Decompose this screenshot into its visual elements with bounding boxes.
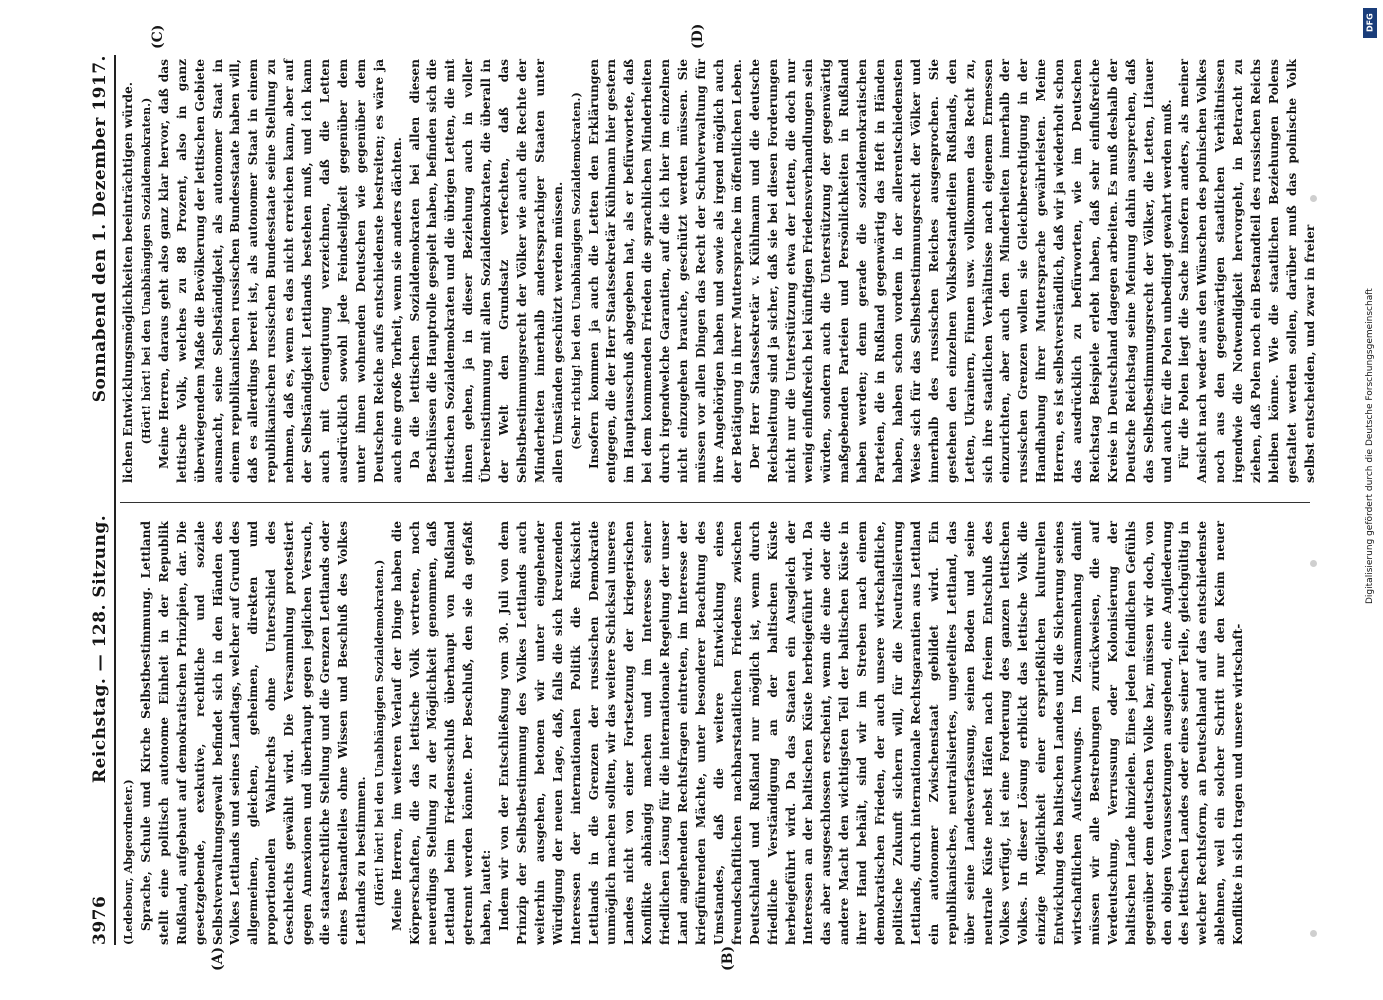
paragraph: Indem wir von der Entschließung vom 30. Juli von dem Prinzip der Selbstbestimmung des Volkes Lettlands auch weiterhin ausgehen, betonen wir unter eingehender Würdigung der neuen Lage, daß, falls die sich kreuzenden Interessen der internationalen Politik die Rücksicht Lettlands in die Grenzen der russischen Demokratie unmöglich machen sollten, wir das weitere Schicksal unseres Landes nicht von einer Fortsetzung der kriegerischen Konflikte abhängig machen und im Interesse seiner friedlichen Lösung für die internationale Regelung der unser Land angehenden Rechtsfragen eintreten, im Interesse der kriegführenden Mächte, unter besonderer Beachtung des Umstandes, daß die weitere Entwicklung eines freundschaftlichen nachbarstaatlichen Friedens zwischen Deutschland und Rußland nur möglich ist, wenn durch friedliche Verständigung an der baltischen Küste herbeigeführt wird. Da das Staaten ein Ausgleich der Interessen an der baltischen Küste herbeigeführt wird. Da das aber ausgeschlossen erscheint, wenn die eine oder die andere Macht den wichtigsten Teil der baltischen Küste in ihrer Hand behält, sind wir im Streben nach einem demokratischen Frieden, der auch unsere wirtschaftliche, politische Zukunft sichern will, für die Neutralisierung Lettlands, durch internationale Rechtsgarantien aus Lettland ein autonomer Zwischenstaat gebildet wird. Ein republikanisches, neutralisiertes, ungeteiltes Lettland, das über seine Landesverfassung, seinen Boden und seine neutrale Küste nebst Häfen nach freiem Entschluß des Volkes verfügt, ist eine Forderung des ganzen lettischen Volkes. In dieser Lösung erblickt das lettische Volk die einzige Möglichkeit einer ersprießlichen kulturellen Entwicklung des baltischen Landes und die Sicherung seines wirtschaftlichen Aufschwungs. Im Zusammenhang damit müssen wir alle Bestrebungen zurückweisen, die auf Verdeutschung, Verrussung oder Kolonisierung der baltischen Lande hinzielen. Eines jeden feindlichen Gefühls gegenüber dem deutschen Volke bar, müssen wir doch, von den obigen Voraussetzungen ausgehend, eine Angliederung des lettischen Landes oder eines seiner Teile, gleichgültig in welcher Rechtsform, an Deutschland auf das entschiedenste ablehnen, weil ein solcher Schritt nur den Keim neuer Konflikte in sich tragen und unsere wirtschaft- [497,521,1246,945]
left-column [120,521,1310,945]
scan-credit [1363,8,1377,992]
session-date: Sonnabend den 1. Dezember 1917. [90,55,110,403]
scan-hole [1310,195,1317,202]
scan-hole [1310,930,1317,937]
speaker-label: (Ledebour, Abgeordneter.) [121,779,135,945]
paragraph: Insofern kommen ja auch die Letten den Erklärungen entgegen, die der Herr Staatssekretär Kühlmann hier gestern im Hauptausschuß abgegeben hat, als er befürwortete, daß bei dem kommenden Frieden die sprachlichen Minderheiten durch irgendwelche Garantien, auf die ich hier im einzelnen nicht einzugehen brauche, geschützt werden müssen. Sie müssen vor allen Dingen das Recht der Schulverwaltung für ihre Angehörigen haben und sowie als irgend möglich auch der Betätigung in ihrer Muttersprache im öffentlichen Leben. [586,59,744,483]
margin-letter-c: (C) [150,24,166,49]
header-rule [114,55,116,945]
document-page [80,23,1317,971]
paragraph: Der Herr Staatssekretär v. Kühlmann und die deutsche Reichsleitung sind ja sicher, daß sie bei diesen Forderungen nicht nur die Unterstützung etwa der Letten, die doch nur wenig einflußreich bei künftigen Friedensverhandlungen sein würden, sondern auch die Unterstützung der gegenwärtig maßgebenden Parteien und Persönlichkeiten in Rußland haben werden; denn gerade die sozialdemokratischen Parteien, die in Rußland gegenwärtig das Heft in Händen haben, haben schon vordem in der allerentschiedensten Weise sich für das Selbstbestimmungsrecht der Völker und innerhalb des russischen Reiches ausgesprochen. Sie gestehen den einzelnen Volksbestandteilen Rußlands, den Letten, Ukrainern, Finnen usw. vollkommen das Recht zu, sich ihre staatlichen Verhältnisse nach eigenem Ermessen einzurichten, aber auch den Minderheiten innerhalb der russischen Grenzen wollen sie Gleichberechtigung in der Handhabung ihrer Muttersprache gewährleisten. Meine Herren, es ist selbstverständlich, daß wir ja wiederholt schon das ausdrücklich zu befürworten, wie im Deutschen Reichstag Beispiele erlebt haben, daß sehr einflußreiche Kreise in Deutschland dagegen arbeiten. Es muß deshalb der Deutsche Reichstag seine Meinung dahin aussprechen, daß das Selbstbestimmungsrecht der Völker, die Letten, Litauer und auch für die Polen unbedingt gewahrt werden muß. [747,59,1174,483]
dfg-logo: DFG [1363,8,1377,38]
session-title: Reichstag. — 128. Sitzung. [90,514,110,784]
paragraph: lichen Entwicklungsmöglichkeiten beeinträchtigen würde. [121,82,135,483]
scan-hole [1310,560,1317,567]
interjection: (Sehr richtig! bei den Unabhängigen Sozialdemokraten.) [568,92,583,450]
paragraph: Sprache, Schule und Kirche Selbstbestimmung. Lettland stellt eine politisch autonome Einheit in der Republik Rußland, aufgebaut auf demokratischen Prinzipien, dar. Die gesetzgebende, exekutive, rechtliche und soziale Selbstverwaltungsgewalt befindet sich in den Händen des Volkes Lettlands und seines Landtags, welcher auf Grund des allgemeinen, gleichen, geheimen, direkten und proportionellen Wahlrechts ohne Unterschied des Geschlechts gewählt wird. Die Versammlung protestiert gegen Annexionen und überhaupt gegen jeglichen Versuch, die staatsrechtliche Stellung und die Grenzen Lettlands oder eines Bestandteiles ohne Wissen und Beschluß des Volkes Lettlands zu bestimmen. [138,521,368,945]
page-header [80,55,110,945]
scan-credit-text: Digitalisierung gefördert durch die Deutsche Forschungsgemeinschaft [1365,288,1375,604]
interjection: (Hört! hört! bei den Unabhängigen Sozialdemokraten.) [138,97,153,445]
page-number: 3976 [90,895,110,945]
right-column [120,59,1317,483]
margin-letter-b: (B) [720,945,736,971]
margin-letter-a: (A) [210,946,226,971]
margin-letter-d: (D) [690,23,706,49]
interjection: (Hört! hört! bei den Unabhängigen Sozialdemokraten.) [371,559,386,907]
paragraph: Meine Herren, im weiteren Verlauf der Dinge haben die Körperschaften, die das lettische Volk vertreten, noch neuerdings Stellung zu der Möglichkeit genommen, daß Lettland beim Friedensschluß überhaupt von Rußland getrennt werden könnte. Der Beschluß, den sie da gefaßt haben, lautet: [389,521,494,945]
column-divider [120,502,1310,503]
paragraph: Meine Herren, daraus geht also ganz klar hervor, daß das lettische Volk, welches zu 88 Prozent, also in ganz überwiegendem Maße die Bevölkerung der lettischen Gebiete ausmacht, seine Selbständigkeit, als autonomer Staat in einem republikanischen russischen Bundesstaate haben will, daß es allerdings bereit ist, als autonomer Staat in einem republikanischen russischen Bundesstaate seine Stellung zu nehmen, daß es, wenn es das nicht erreichen kann, aber auf der Selbständigkeit Lettlands bestehen muß, und ich kann auch mit Genugtuung verzeichnen, daß die Letten ausdrücklich sowohl jede Feindseligkeit gegenüber dem unter ihnen wohnenden Deutschen wie gegenüber dem Deutschen Reiche aufs entschiedenste bestreiten; es wäre ja auch eine große Torheit, wenn sie anders dächten. [156,59,404,483]
paragraph: Für die Polen liegt die Sache insofern anders, als meiner Ansicht nach weder aus den Wünschen des polnischen Volkes noch aus den gegenwärtigen staatlichen Verhältnissen irgendwie die Notwendigkeit hervorgeht, in Betracht zu ziehen, daß Polen noch ein Bestandteil des russischen Reichs bleiben könne. Wie die staatlichen Beziehungen Polens gestaltet werden sollen, darüber muß das polnische Volk selbst entscheiden, und zwar in freier [1177,59,1317,483]
paragraph: Da die lettischen Sozialdemokraten bei allen diesen Beschlüssen die Hauptrolle gespielt haben, befinden sich die lettischen Sozialdemokraten und die übrigen Letten, die mit ihnen gehen, ja in dieser Beziehung auch in voller Übereinstimmung mit allen Sozialdemokraten, die überall in der Welt den Grundsatz verfechten, daß das Selbstbestimmungsrecht der Völker wie auch die Rechte der Minderheiten innerhalb anderssprachiger Staaten unter allen Umständen geschützt werden müssen. [407,59,565,483]
